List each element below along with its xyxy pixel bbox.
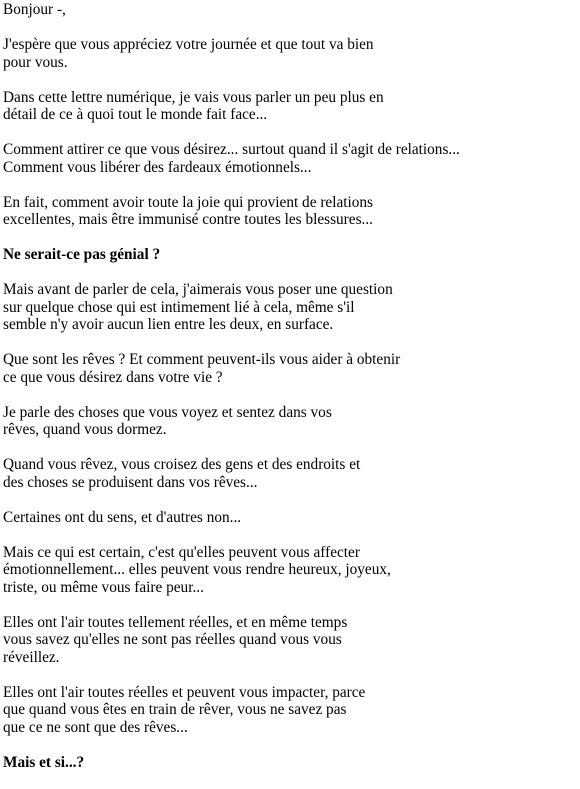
text-line: Bonjour -,	[3, 1, 66, 18]
paragraph-sleep	[3, 404, 573, 439]
text-line: Certaines ont du sens, et d'autres non...	[3, 508, 242, 526]
heading-genial	[3, 246, 573, 264]
text-line: détail de ce à quoi tout le monde fait face...	[3, 106, 268, 123]
text-line: Comment attirer ce que vous désirez... surtout quand il s'agit de relations...	[3, 141, 460, 158]
text-line: des choses se produisent dans vos rêves...	[3, 473, 258, 491]
letter-body	[3, 1, 573, 789]
text-line: que ce ne sont que des rêves...	[3, 718, 188, 736]
greeting	[3, 1, 573, 19]
text-line: Mais et si...?	[3, 753, 85, 771]
paragraph-sense	[3, 509, 573, 527]
text-line: J'espère que vous appréciez votre journée et que tout va bien	[3, 36, 374, 53]
text-line: En fait, comment avoir toute la joie qui provient de relations	[3, 193, 373, 211]
paragraph-impact	[3, 684, 573, 737]
text-line: triste, ou même vous faire peur...	[3, 578, 204, 596]
text-line: Quand vous rêvez, vous croisez des gens et des endroits et	[3, 456, 361, 473]
text-line: semble n'y avoir aucun lien entre les deux, en surface.	[3, 316, 334, 333]
paragraph-topics	[3, 141, 573, 176]
text-line: excellentes, mais être immunisé contre toutes les blessures...	[3, 211, 373, 228]
paragraph-emotions	[3, 544, 573, 597]
text-line: Comment vous libérer des fardeaux émotionnels...	[3, 158, 312, 176]
text-line: Je parle des choses que vous voyez et sentez dans vos	[3, 403, 332, 421]
text-line: Elles ont l'air toutes tellement réelles, et en même temps	[3, 613, 348, 631]
paragraph-question	[3, 281, 573, 334]
paragraph-dreams	[3, 351, 573, 386]
paragraph-intro	[3, 89, 573, 124]
text-line: réveillez.	[3, 648, 60, 666]
heading-what-if	[3, 754, 573, 772]
text-line: émotionnellement... elles peuvent vous rendre heureux, joyeux,	[3, 561, 391, 578]
text-line: Ne serait-ce pas génial ?	[3, 246, 161, 263]
text-line: vous savez qu'elles ne sont pas réelles quand vous vous	[3, 631, 342, 648]
text-line: sur quelque chose qui est intimement lié à cela, même s'il	[3, 298, 355, 316]
paragraph-encounters	[3, 456, 573, 491]
text-line: rêves, quand vous dormez.	[3, 421, 167, 438]
paragraph-wellwishes	[3, 36, 573, 71]
text-line: Dans cette lettre numérique, je vais vous parler un peu plus en	[3, 88, 384, 106]
text-line: Mais ce qui est certain, c'est qu'elles peuvent vous affecter	[3, 543, 360, 561]
text-line: ce que vous désirez dans votre vie ?	[3, 368, 223, 386]
text-line: pour vous.	[3, 53, 68, 71]
paragraph-joy	[3, 194, 573, 229]
text-line: Elles ont l'air toutes réelles et peuvent vous impacter, parce	[3, 683, 366, 701]
text-line: Que sont les rêves ? Et comment peuvent-ils vous aider à obtenir	[3, 351, 401, 368]
text-line: Mais avant de parler de cela, j'aimerais vous poser une question	[3, 281, 393, 298]
paragraph-real	[3, 614, 573, 667]
text-line: que quand vous êtes en train de rêver, vous ne savez pas	[3, 701, 347, 718]
